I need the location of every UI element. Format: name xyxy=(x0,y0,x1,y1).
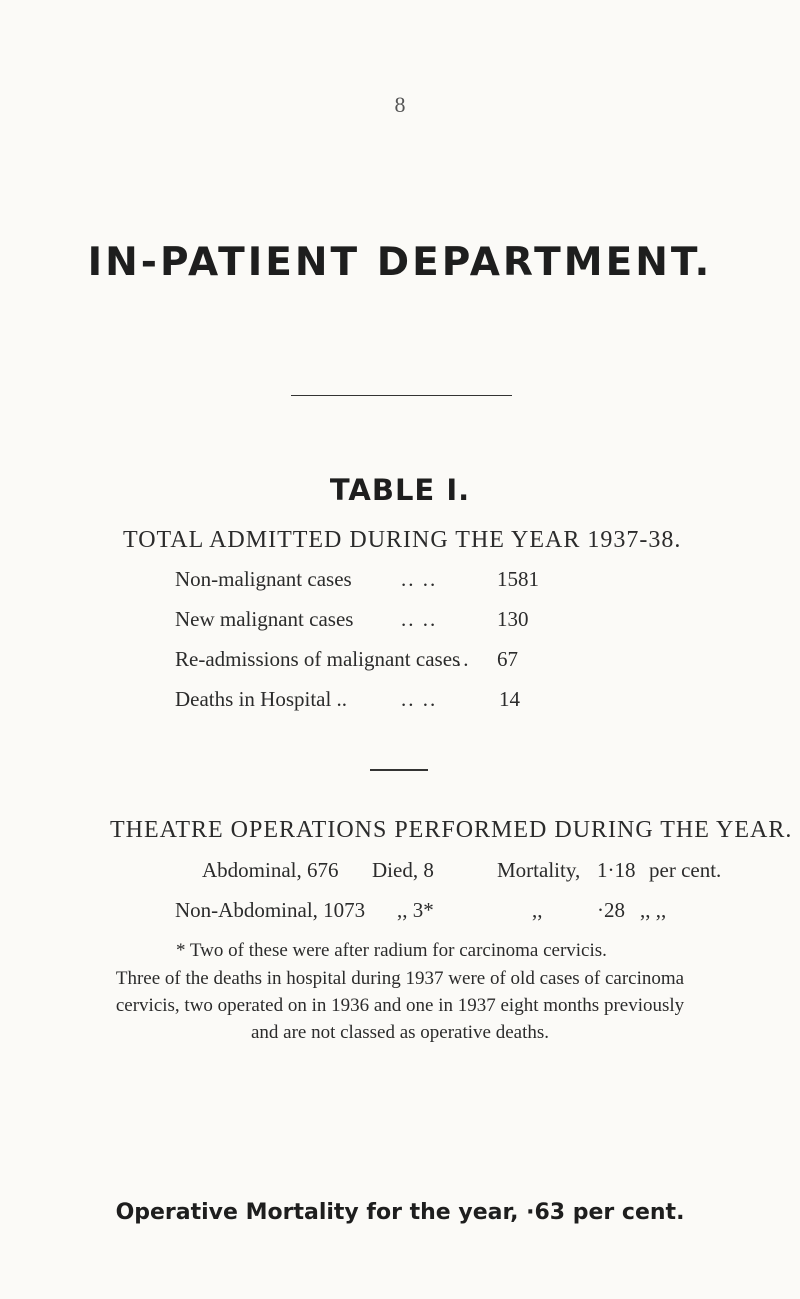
leader-dots: .. .. xyxy=(401,607,438,631)
section-divider xyxy=(370,769,428,771)
admission-value: 130 xyxy=(497,607,529,631)
paragraph-line: cervicis, two operated on in 1936 and one in 1937 eight months previously xyxy=(115,995,685,1016)
operation-unit: per cent. xyxy=(649,858,722,882)
operation-type: Abdominal, 676 xyxy=(202,858,339,882)
admission-value: 14 xyxy=(499,687,520,711)
department-title: IN-PATIENT DEPARTMENT. xyxy=(87,240,713,285)
summary-line: Operative Mortality for the year, ·63 per cent. xyxy=(115,1200,685,1225)
operation-mortality-label: Mortality, xyxy=(497,858,581,882)
admission-value: 1581 xyxy=(497,567,539,591)
admission-row xyxy=(175,607,353,632)
admission-row xyxy=(175,687,347,712)
admission-row xyxy=(175,567,352,592)
operation-died: ,, 3* xyxy=(397,898,434,922)
operation-rate: ·28 xyxy=(597,898,625,922)
operation-unit: ,, ,, xyxy=(640,898,667,922)
table-title: TABLE I. xyxy=(329,473,471,507)
paragraph-line: Three of the deaths in hospital during 1937 were of old cases of carcinoma xyxy=(115,968,685,989)
leader-dots: .. xyxy=(456,647,471,671)
operation-type: Non-Abdominal, 1073 xyxy=(175,898,366,922)
title-divider xyxy=(291,395,512,396)
admission-row xyxy=(175,647,460,672)
admission-label: Deaths in Hospital .. xyxy=(175,687,348,711)
admission-label: New malignant cases xyxy=(175,607,354,631)
admission-label: Re-admissions of malignant cases xyxy=(175,647,461,671)
leader-dots: .. .. xyxy=(401,567,438,591)
operations-heading: THEATRE OPERATIONS PERFORMED DURING THE YEAR. xyxy=(110,817,793,843)
operation-mortality-label: ,, xyxy=(532,898,543,922)
admissions-heading: TOTAL ADMITTED DURING THE YEAR 1937-38. xyxy=(123,527,682,553)
operation-died: Died, 8 xyxy=(372,858,434,882)
operation-rate: 1·18 xyxy=(597,858,636,882)
paragraph-line: and are not classed as operative deaths. xyxy=(250,1022,550,1043)
leader-dots: .. .. xyxy=(401,687,438,711)
admission-label: Non-malignant cases xyxy=(175,567,352,591)
page-number: 8 xyxy=(394,92,406,117)
admission-value: 67 xyxy=(497,647,518,671)
footnote: * Two of these were after radium for carcinoma cervicis. xyxy=(176,940,607,961)
